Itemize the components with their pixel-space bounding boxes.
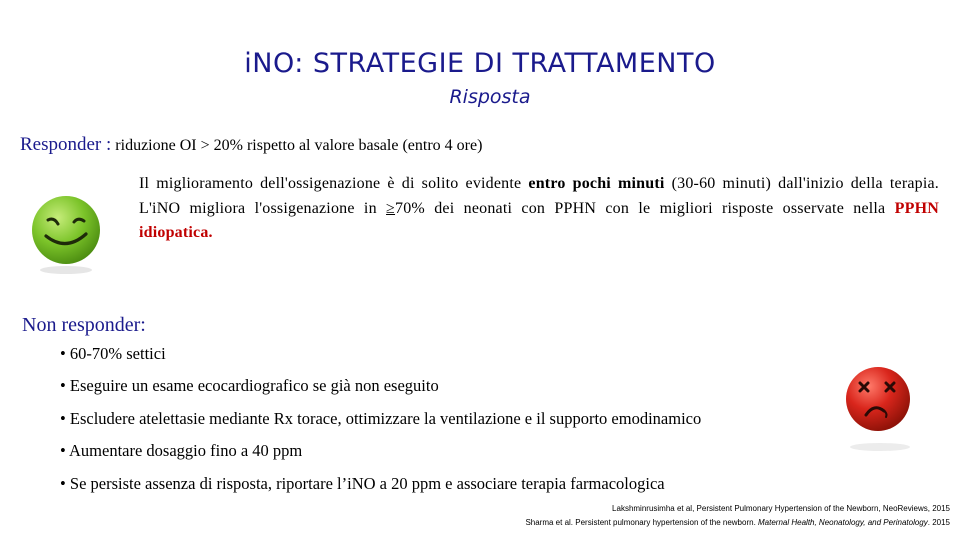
list-item: • Se persiste assenza di risposta, riportare l’iNO a 20 ppm e associare terapia farmacologica xyxy=(60,474,665,493)
responder-label: Responder : xyxy=(20,134,112,155)
non-responder-label: Non responder: xyxy=(22,314,146,336)
page-subtitle: Risposta xyxy=(449,86,531,108)
responder-definition: riduzione OI > 20% rispetto al valore basale (entro 4 ore) xyxy=(115,137,483,154)
paragraph-symbol: ≥ xyxy=(386,199,396,217)
list-item: • Eseguire un esame ecocardiografico se già non eseguito xyxy=(60,376,439,395)
list-item: • 60-70% settici xyxy=(60,344,166,363)
paragraph-highlight: PPHN idiopatica. xyxy=(139,199,939,241)
paragraph-text: Il miglioramento dell'ossigenazione è di solito evidente xyxy=(139,175,529,192)
references xyxy=(525,502,950,530)
sad-smiley-icon xyxy=(836,355,936,460)
paragraph-bold: entro pochi minuti xyxy=(528,175,665,192)
reference-1: Lakshminrusimha et al, Persistent Pulmonary Hypertension of the Newborn, NeoReviews, 2015 xyxy=(612,504,950,513)
list-item: • Aumentare dosaggio fino a 40 ppm xyxy=(60,441,303,460)
responder-line xyxy=(20,134,482,156)
paragraph-text: (30-60 minuti) dall'inizio della terapia. L'iNO migliora l'ossigenazione in xyxy=(139,175,939,217)
page-title: iNO: STRATEGIE DI TRATTAMENTO xyxy=(244,48,716,79)
reference-2: Sharma et al. Persistent pulmonary hypertension of the newborn. Maternal Health, Neonatology, and Perinatology. 2015 xyxy=(525,518,950,527)
happy-smiley-icon xyxy=(26,190,106,281)
list-item: • Escludere atelettasie mediante Rx torace, ottimizzare la ventilazione e il supporto emodinamico xyxy=(60,409,702,428)
paragraph-text: 70% dei neonati con PPHN con le migliori risposte osservate nella xyxy=(395,199,895,217)
responder-paragraph xyxy=(139,172,939,246)
